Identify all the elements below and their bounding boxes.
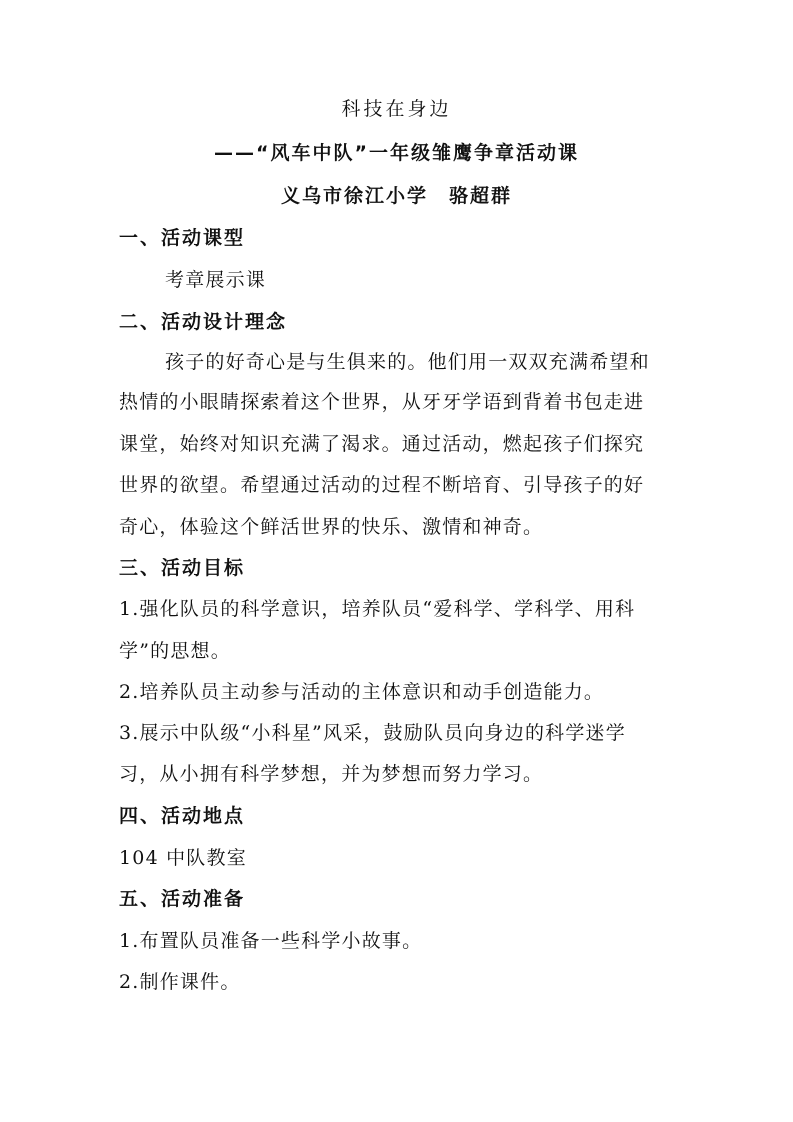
preparation-line: 2.制作课件。	[119, 971, 241, 993]
section-heading-design-concept: 二、活动设计理念	[119, 311, 288, 333]
section-text-location: 104 中队教室	[119, 847, 247, 869]
paragraph-line: 奇心，体验这个鲜活世界的快乐、激情和神奇。	[119, 516, 544, 538]
section-heading-goals: 三、活动目标	[119, 557, 246, 579]
section-text-course-type: 考章展示课	[165, 269, 267, 291]
paragraph-line: 课堂，始终对知识充满了渴求。通过活动，燃起孩子们探究	[119, 433, 645, 455]
preparation-line: 1.布置队员准备一些科学小故事。	[119, 930, 423, 952]
goal-line: 学”的思想。	[119, 640, 231, 662]
document-subtitle: ——“风车中队”一年级雏鹰争章活动课	[214, 142, 579, 164]
goal-line: 2.培养队员主动参与活动的主体意识和动手创造能力。	[119, 681, 605, 703]
document-author: 义乌市徐江小学 骆超群	[280, 185, 512, 207]
goal-line: 3.展示中队级“小科星”风采，鼓励队员向身边的科学迷学	[119, 722, 626, 744]
goal-line: 1.强化队员的科学意识，培养队员“爱科学、学科学、用科	[119, 598, 636, 620]
section-heading-location: 四、活动地点	[119, 805, 246, 827]
section-heading-preparation: 五、活动准备	[119, 888, 246, 910]
document-title: 科技在身边	[341, 98, 452, 120]
goal-line: 习，从小拥有科学梦想，并为梦想而努力学习。	[119, 763, 544, 785]
paragraph-line: 热情的小眼睛探索着这个世界，从牙牙学语到背着书包走进	[119, 391, 645, 413]
paragraph-line: 孩子的好奇心是与生俱来的。他们用一双双充满希望和	[165, 351, 650, 373]
section-heading-course-type: 一、活动课型	[119, 227, 246, 249]
paragraph-line: 世界的欲望。希望通过活动的过程不断培育、引导孩子的好	[119, 474, 645, 496]
